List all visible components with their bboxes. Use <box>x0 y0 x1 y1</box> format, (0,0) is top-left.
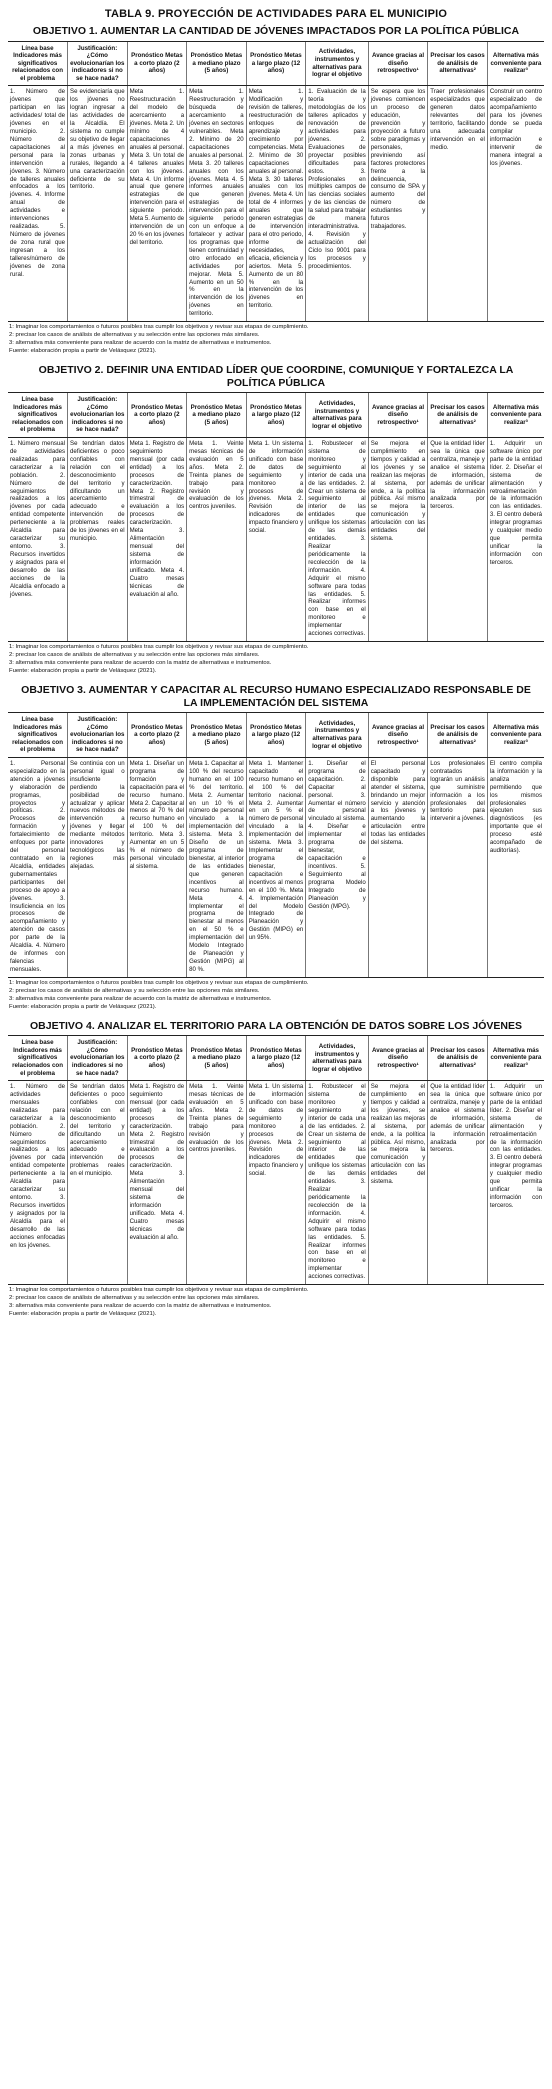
table-cell: 1. Número de jóvenes que participan en las actividades/ total de jóvenes en el municipio. 2. Número de capacitaciones al personal para la intervención a jóvenes. 3. Número de talleres anuales enfocados a los jóvenes. 4. Informe anual de actividades e intervenciones realizadas. 5. Número de jóvenes de zona rural que ingresan a los talleres/número de jóvenes de zona rural. <box>8 86 68 322</box>
table-cell: 1. Personal especializado en la atención a jóvenes y elaboración de programas, proyectos y políticas. 2. Procesos de formación y fortalecimiento de enfoques por parte del personal contratado en la Alcaldía, entidades gubernamentales participantes del proceso de apoyo a jóvenes. 3. Insuficiencia en los procesos de acompañamiento y atención de casos por parte de la Alcaldía. 4. Número de informes con falencias mensuales. <box>8 757 68 977</box>
table-cell: Se mejora el cumplimiento en tiempos y calidad a los jóvenes, se realizan las mejoras al sistema, por ende, a la política pública. Así mismo, se mejora la comunicación y articulación con las entidades del sistema. <box>368 1081 428 1285</box>
table-cell: Meta 1. Modificación y revisión de talleres, reestructuración de enfoques de aprendizaje y crecimiento por competencias. Meta 2. Mínimo de 30 capacitaciones anuales al personal. Meta 3. 30 talleres anuales con los jóvenes. Meta 4. Un total de 4 informes anuales que generen estrategias de intervención para el otro periodo, informe de necesidades, eficacia, eficiencia y aciertos. Meta 5. Aumento de un 80 % en la intervención de los jóvenes en territorio. <box>246 86 306 322</box>
column-header: Pronóstico Metas a largo plazo (12 años) <box>246 393 306 437</box>
table-cell: 1. Adquirir un software único por parte de la entidad líder. 2. Diseñar el sistema de alimentación y retroalimentación de la información con las entidades. 3. El centro deberá integrar programas y cualquier medio que permita unificar la información con terceros. <box>487 1081 544 1285</box>
table-cell: 1. Adquirir un software único por parte de la entidad líder. 2. Diseñar el sistema de alimentación y retroalimentación de la información con las entidades. 3. El centro deberá integrar programas y cualquier medio que permita unificar la información con terceros. <box>487 438 544 642</box>
column-header: Línea base Indicadores más significativos relacionados con el problema <box>8 42 68 86</box>
objective-title: OBJETIVO 3. AUMENTAR Y CAPACITAR AL RECURSO HUMANO ESPECIALIZADO RESPONSABLE DE LA IMPLEMENTACIÓN DEL SISTEMA <box>8 682 544 713</box>
column-header: Pronóstico Metas a corto plazo (2 años) <box>127 1036 187 1080</box>
column-header: Pronóstico Metas a largo plazo (12 años) <box>246 42 306 86</box>
source-note: Fuente: elaboración propia a partir de Velásquez (2021). <box>9 1311 157 1318</box>
column-header: Pronóstico Metas a mediano plazo (5 años) <box>187 393 247 437</box>
table-notes <box>8 978 544 1012</box>
table-notes <box>8 642 544 676</box>
table-cell: 1. Robustecer el sistema de monitoreo y seguimiento al interior de cada una de las entidades. 2. Crear un sistema de seguimiento al interior de las entidades que unifique los sistemas de las demás entidades. 3. Realizar periódicamente la recolección de la información. 4. Adquirir el mismo software para todas las entidades. 5. Realizar informes con base en el monitoreo e implementar acciones correctivas. <box>306 438 369 642</box>
projection-table <box>8 393 544 642</box>
footnote: 3: alternativa más conveniente para realizar de acuerdo con la matriz de alternativas e instrumentos. <box>9 660 272 666</box>
column-header: Alternativa más conveniente para realizar³ <box>487 713 544 757</box>
objective-title: OBJETIVO 2. DEFINIR UNA ENTIDAD LÍDER QUE COORDINE, COMUNIQUE Y FORTALEZCA LA POLÍTICA PÚBLICA <box>8 362 544 393</box>
footnote: 1: Imaginar los comportamientos o futuros posibles tras cumplir los objetivos y revisar sus etapas de cumplimiento. <box>9 1287 309 1294</box>
table-cell: 1. Robustecer el sistema de monitoreo y seguimiento al interior de cada una de las entidades. 2. Crear un sistema de seguimiento al interior de las entidades que unifique los sistemas de las demás entidades. 3. Realizar periódicamente la recolección de la información. 4. Adquirir el mismo software para todas las entidades. 5. Realizar informes con base en el monitoreo e implementar acciones correctivas. <box>306 1081 369 1285</box>
column-header: Actividades, instrumentos y alternativas para lograr el objetivo <box>306 713 369 757</box>
column-header: Pronóstico Metas a mediano plazo (5 años) <box>187 1036 247 1080</box>
table-cell: Meta 1. Mantener capacitado el recurso humano en el 100 % del territorio nacional. Meta 2. Aumentar en un 5 % el número de personal vinculado a la implementación del sistema. Meta 3. Implementar el programa de bienestar, capacitación e incentivos al menos en el 100 %. Meta 4. Implementación del Modelo Integrado de Planeación y Gestión (MIPG) en un 95%. <box>246 757 306 977</box>
table-header-row <box>8 1036 544 1080</box>
objective-section <box>8 23 544 356</box>
projection-table <box>8 713 544 978</box>
table-cell: Traer profesionales especializados que generen datos relevantes del territorio, facilitando una adecuada intervención en el medio. <box>428 86 488 322</box>
column-header: Avance gracias al diseño retrospectivo¹ <box>368 393 428 437</box>
column-header: Alternativa más conveniente para realizar³ <box>487 393 544 437</box>
table-notes <box>8 322 544 356</box>
column-header: Pronóstico Metas a corto plazo (2 años) <box>127 393 187 437</box>
table-cell: Se evidenciaría que los jóvenes no logran ingresar a las actividades de la Alcaldía. El sistema no cumple su objetivo de llegar a más jóvenes en zonas urbanas y rurales, llegando a una caracterización deficiente de su territorio. <box>68 86 128 322</box>
footnote: 2: precisar los casos de análisis de alternativas y su selección entre las opciones más similares. <box>9 1295 260 1302</box>
table-title: TABLA 9. PROYECCIÓN DE ACTIVIDADES PARA EL MUNICIPIO <box>104 8 448 20</box>
source-note: Fuente: elaboración propia a partir de Velásquez (2021). <box>9 667 157 674</box>
source-note: Fuente: elaboración propia a partir de Velásquez (2021). <box>9 348 157 355</box>
table-cell: Se tendrían datos deficientes o poco confiables con relación con el desconocimiento del territorio y dificultando un acercamiento adecuado e intervención de problemas reales de los jóvenes en el municipio. <box>68 438 128 642</box>
table-cell: Meta 1. Veinte mesas técnicas de evaluación en 5 años. Meta 2. Treinta planes de trabajo para revisión y evaluación de los centros juveniles. <box>187 1081 247 1285</box>
column-header: Justificación: ¿Cómo evolucionarían los indicadores si no se hace nada? <box>68 42 128 86</box>
column-header: Actividades, instrumentos y alternativas para lograr el objetivo <box>306 393 369 437</box>
projection-table <box>8 42 544 323</box>
column-header: Línea base Indicadores más significativos relacionados con el problema <box>8 713 68 757</box>
table-cell: Que la entidad líder sea la única que centraliza, maneje y analice el sistema de información, además de unificar la información analizada por terceros. <box>428 1081 488 1285</box>
table-cell: Meta 1. Diseñar un programa de formación y capacitación para el recurso humano. Meta 2. Capacitar al menos al 70 % del recurso humano en el 100 % del territorio. Meta 3. Aumentar en un 5 % el número de personal vinculado al sistema. <box>127 757 187 977</box>
table-cell: Se mejora el cumplimiento en tiempos y calidad a los jóvenes y se realizan las mejoras al sistema, por ende, a la política pública. Así mismo se mejora la comunicación y articulación con las entidades del sistema. <box>368 438 428 642</box>
column-header: Pronóstico Metas a mediano plazo (5 años) <box>187 713 247 757</box>
footnote: 3: alternativa más conveniente para realizar de acuerdo con la matriz de alternativas e instrumentos. <box>9 340 272 347</box>
table-header-row <box>8 713 544 757</box>
table-cell: Meta 1. Reestructuración y búsqueda de acercamiento a jóvenes en sectores vulnerables. Meta 2. Mínimo de 20 capacitaciones anuales al personal. Meta 3. 20 talleres anuales con los jóvenes. Meta 4. 5 informes anuales que generen estrategias de intervención para el siguiente periodo con un enfoque a fortalecer y activar los programas que tienen continuidad y otro enfocado en actividades por mejorar. Meta 5. Aumento en un 50 % en la intervención de los jóvenes en territorio. <box>187 86 247 322</box>
table-cell: Meta 1. Un sistema de información unificado con base de datos de seguimiento y monitoreo a procesos de jóvenes. Meta 2. Revisión de indicadores de impacto financiero y social. <box>246 438 306 642</box>
column-header: Justificación: ¿Cómo evolucionarían los indicadores si no se hace nada? <box>68 713 128 757</box>
column-header: Actividades, instrumentos y alternativas para lograr el objetivo <box>306 1036 369 1080</box>
footnote: 1: Imaginar los comportamientos o futuros posibles tras cumplir los objetivos y revisar sus etapas de cumplimiento. <box>9 324 309 331</box>
sections-container <box>8 23 544 1319</box>
table-cell: Meta 1. Reestructuración del modelo de acercamiento a jóvenes. Meta 2. Un mínimo de 4 capacitaciones anuales al personal. Meta 3. Un total de 4 talleres anuales con los jóvenes. Meta 4. Un informe anual que genere estrategias de intervención para el siguiente periodo. Meta 5. Aumento de intervención de un 20 % en los jóvenes del territorio. <box>127 86 187 322</box>
column-header: Pronóstico Metas a corto plazo (2 años) <box>127 713 187 757</box>
source-note: Fuente: elaboración propia a partir de Velásquez (2021). <box>9 1003 157 1010</box>
table-cell: 1. Número mensual de actividades realizadas para caracterizar a la población. 2. Número de seguimientos realizados a los jóvenes por cada entidad competente perteneciente a la Alcaldía para caracterizar su entorno. 3. Recursos invertidos y asignados para el desarrollo de las acciones de la Alcaldía enfocado a jóvenes. <box>8 438 68 642</box>
table-row <box>8 1081 544 1285</box>
table-cell: Meta 1. Registro de seguimiento mensual (por cada entidad) a los procesos de caracterización. Meta 2. Registro trimestral de evaluación a los procesos de caracterización. Meta 3. Alimentación mensual del sistema de información unificado. Meta 4. Cuatro mesas técnicas de evaluación al año. <box>127 1081 187 1285</box>
table-cell: 1. Diseñar el programa de capacitación. 2. Capacitar al personal. 3. Aumentar el número de personal vinculado al sistema. 4. Diseñar e implementar el programa de bienestar, capacitación e incentivos. 5. Seguimiento al programa Modelo Integrado de Planeación y Gestión (MPG). <box>306 757 369 977</box>
footnote: 2: precisar los casos de análisis de alternativas y su selección entre las opciones más similares. <box>9 332 260 339</box>
objective-section <box>8 362 544 676</box>
table-header-row <box>8 393 544 437</box>
column-header: Precisar los casos de análisis de alternativas² <box>428 1036 488 1080</box>
table-cell: Que la entidad líder sea la única que centraliza, maneje y analice el sistema de información, además de unificar la información analizada por terceros. <box>428 438 488 642</box>
table-notes <box>8 1285 544 1319</box>
table-row <box>8 438 544 642</box>
column-header: Pronóstico Metas a largo plazo (12 años) <box>246 713 306 757</box>
footnote: 3: alternativa más conveniente para realizar de acuerdo con la matriz de alternativas e instrumentos. <box>9 995 272 1002</box>
column-header: Avance gracias al diseño retrospectivo¹ <box>368 1036 428 1080</box>
table-cell: Meta 1. Registro de seguimiento mensual (por cada entidad) a los procesos de caracterización. Meta 2. Registro trimestral de evaluación a los procesos de caracterización. Meta 3. Alimentación mensual del sistema de información unificado. Meta 4. Cuatro mesas técnicas de evaluación al año. <box>127 438 187 642</box>
table-row <box>8 757 544 977</box>
table-header-row <box>8 42 544 86</box>
table-cell: 1. Evaluación de la teoría y metodologías de los talleres aplicados y renovación de actividades para jóvenes. 2. Evaluaciones de proyectar posibles dificultades para estos. 3. Profesionales en múltiples campos de las ciencias sociales y de las ciencias de la salud para trabajar de manera interadministrativa. 4. Revisión y actualización del Ciclo Iso 9001 para los procesos y procedimientos. <box>306 86 369 322</box>
projection-table <box>8 1036 544 1285</box>
table-cell: Meta 1. Capacitar al 100 % del recurso humano en el 100 % del territorio. Meta 2. Aumentar en un 10 % el número de personal vinculado a la implementación del sistema. Meta 3. Diseño de un programa de bienestar, al interior de las entidades que generen incentivos al recurso humano. Meta 4. Implementar el programa de bienestar al menos en el 50 % e implementación del Modelo Integrado de Planeación y Gestión (MIPG) al 80 %. <box>187 757 247 977</box>
table-cell: Construir un centro especializado de acompañamiento para los jóvenes donde se pueda compilar información e intervenir de manera integral a los jóvenes. <box>487 86 544 322</box>
footnote: 2: precisar los casos de análisis de alternativas y su selección entre las opciones más similares. <box>9 652 260 659</box>
table-cell: Los profesionales contratados lograrán un análisis que suministre información a los profesionales del territorio para intervenir a jóvenes. <box>428 757 488 977</box>
table-cell: El personal capacitado y disponible para atender el sistema, brindando un mejor servicio y atención a los jóvenes y aumentando la articulación entre todas las entidades del sistema. <box>368 757 428 977</box>
column-header: Línea base Indicadores más significativos relacionados con el problema <box>8 1036 68 1080</box>
column-header: Alternativa más conveniente para realizar³ <box>487 42 544 86</box>
table-cell: Meta 1. Veinte mesas técnicas de evaluación en 5 años. Meta 2. Treinta planes de trabajo para revisión y evaluación de los centros juveniles. <box>187 438 247 642</box>
table-cell: Se espera que los jóvenes comiencen un proceso de educación, prevención y proyección a futuro sobre paradigmas y personales, previniendo así factores protectores frente a la delincuencia, consumo de SPA y aumento del número de estudiantes y futuros trabajadores. <box>368 86 428 322</box>
objective-title: OBJETIVO 4. ANALIZAR EL TERRITORIO PARA LA OBTENCIÓN DE DATOS SOBRE LOS JÓVENES <box>8 1018 544 1037</box>
column-header: Alternativa más conveniente para realizar³ <box>487 1036 544 1080</box>
column-header: Línea base Indicadores más significativos relacionados con el problema <box>8 393 68 437</box>
table-cell: Meta 1. Un sistema de información unificado con base de datos de seguimiento y monitoreo a procesos de jóvenes. Meta 2. Revisión de indicadores de impacto financiero y social. <box>246 1081 306 1285</box>
column-header: Actividades, instrumentos y alternativas para lograr el objetivo <box>306 42 369 86</box>
column-header: Avance gracias al diseño retrospectivo¹ <box>368 42 428 86</box>
footnote: 2: precisar los casos de análisis de alternativas y su selección entre las opciones más similares. <box>9 987 260 994</box>
column-header: Pronóstico Metas a corto plazo (2 años) <box>127 42 187 86</box>
column-header: Precisar los casos de análisis de alternativas² <box>428 42 488 86</box>
table-cell: 1. Número de actividades mensuales realizadas para caracterizar a la población. 2. Número de seguimientos realizados a los jóvenes por cada entidad competente perteneciente a la Alcaldía para caracterizar su entorno. 3. Recursos invertidos y asignados por la Alcaldía para el desarrollo de las acciones enfocadas en los jóvenes. <box>8 1081 68 1285</box>
objective-title: OBJETIVO 1. AUMENTAR LA CANTIDAD DE JÓVENES IMPACTADOS POR LA POLÍTICA PÚBLICA <box>8 23 544 42</box>
footnote: 1: Imaginar los comportamientos o futuros posibles tras cumplir los objetivos y revisar sus etapas de cumplimiento. <box>9 979 309 986</box>
column-header: Pronóstico Metas a largo plazo (12 años) <box>246 1036 306 1080</box>
footnote: 1: Imaginar los comportamientos o futuros posibles tras cumplir los objetivos y revisar sus etapas de cumplimiento. <box>9 644 309 651</box>
column-header: Precisar los casos de análisis de alternativas² <box>428 393 488 437</box>
table-row <box>8 86 544 322</box>
column-header: Justificación: ¿Cómo evolucionarían los indicadores si no se hace nada? <box>68 1036 128 1080</box>
column-header: Avance gracias al diseño retrospectivo¹ <box>368 713 428 757</box>
objective-section <box>8 682 544 1012</box>
column-header: Pronóstico Metas a mediano plazo (5 años) <box>187 42 247 86</box>
table-cell: El centro compila la información y la analiza permitiendo que los mismos profesionales ejecuten sus diagnósticos (es importante que el proceso esté acompañado de auditorías). <box>487 757 544 977</box>
column-header: Justificación: ¿Cómo evolucionarían los indicadores si no se hace nada? <box>68 393 128 437</box>
objective-section <box>8 1018 544 1319</box>
table-cell: Se tendrían datos deficientes o poco confiables con relación con el desconocimiento del territorio y dificultando un acercamiento adecuado e intervención de problemas reales en el municipio. <box>68 1081 128 1285</box>
column-header: Precisar los casos de análisis de alternativas² <box>428 713 488 757</box>
footnote: 3: alternativa más conveniente para realizar de acuerdo con la matriz de alternativas e instrumentos. <box>9 1303 272 1310</box>
table-cell: Se continúa con un personal igual o insuficiente perdiendo la posibilidad de actualizar y aplicar nuevos métodos de intervención a jóvenes y llegar mediante métodos innovadores y tecnológicos las regiones más alejadas. <box>68 757 128 977</box>
